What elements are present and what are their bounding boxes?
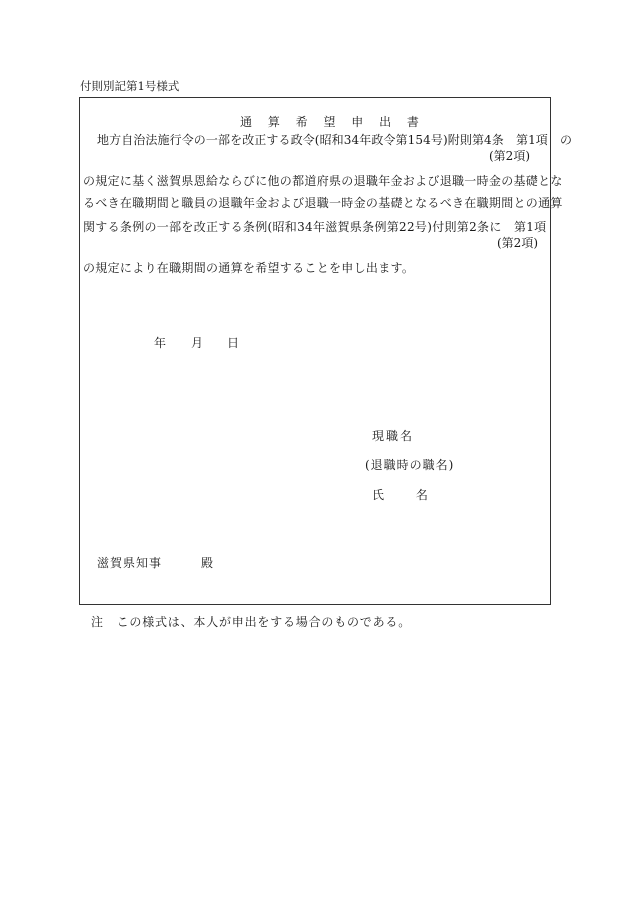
date-year-label: 年 (154, 336, 167, 350)
date-month-label: 月 (191, 336, 204, 350)
body-line-2: の規定に基く滋賀県恩給ならびに他の都道府県の退職年金および退職一時金の基礎とな (83, 174, 563, 188)
body-line-4-alternate: (第2項) (497, 236, 538, 250)
retired-position-label: (退職時の職名) (365, 458, 455, 472)
footnote: 注 この様式は、本人が申出をする場合のものである。 (91, 615, 412, 629)
form-title: 通 算 希 望 申 出 書 (240, 115, 425, 129)
body-line-5: の規定により在職期間の通算を希望することを申し出ます。 (83, 261, 415, 275)
body-line-4: 関する条例の一部を改正する条例(昭和34年滋賀県条例第22号)付則第2条に 第1項 (83, 220, 547, 234)
current-position-label: 現職名 (372, 429, 415, 443)
date-day-label: 日 (227, 336, 240, 350)
addressee-governor: 滋賀県知事 (97, 556, 163, 570)
addressee-honorific: 殿 (201, 556, 214, 570)
body-line-1: 地方自治法施行令の一部を改正する政令(昭和34年政令第154号)附則第4条 第1項 の (97, 133, 573, 147)
body-line-1-alternate: (第2項) (489, 149, 530, 163)
form-number-label: 付則別記第1号様式 (80, 79, 180, 93)
applicant-name-label: 氏 名 (372, 488, 442, 502)
body-line-3: るべき在職期間と職員の退職年金および退職一時金の基礎となるべき在職期間との通算 (83, 196, 563, 210)
